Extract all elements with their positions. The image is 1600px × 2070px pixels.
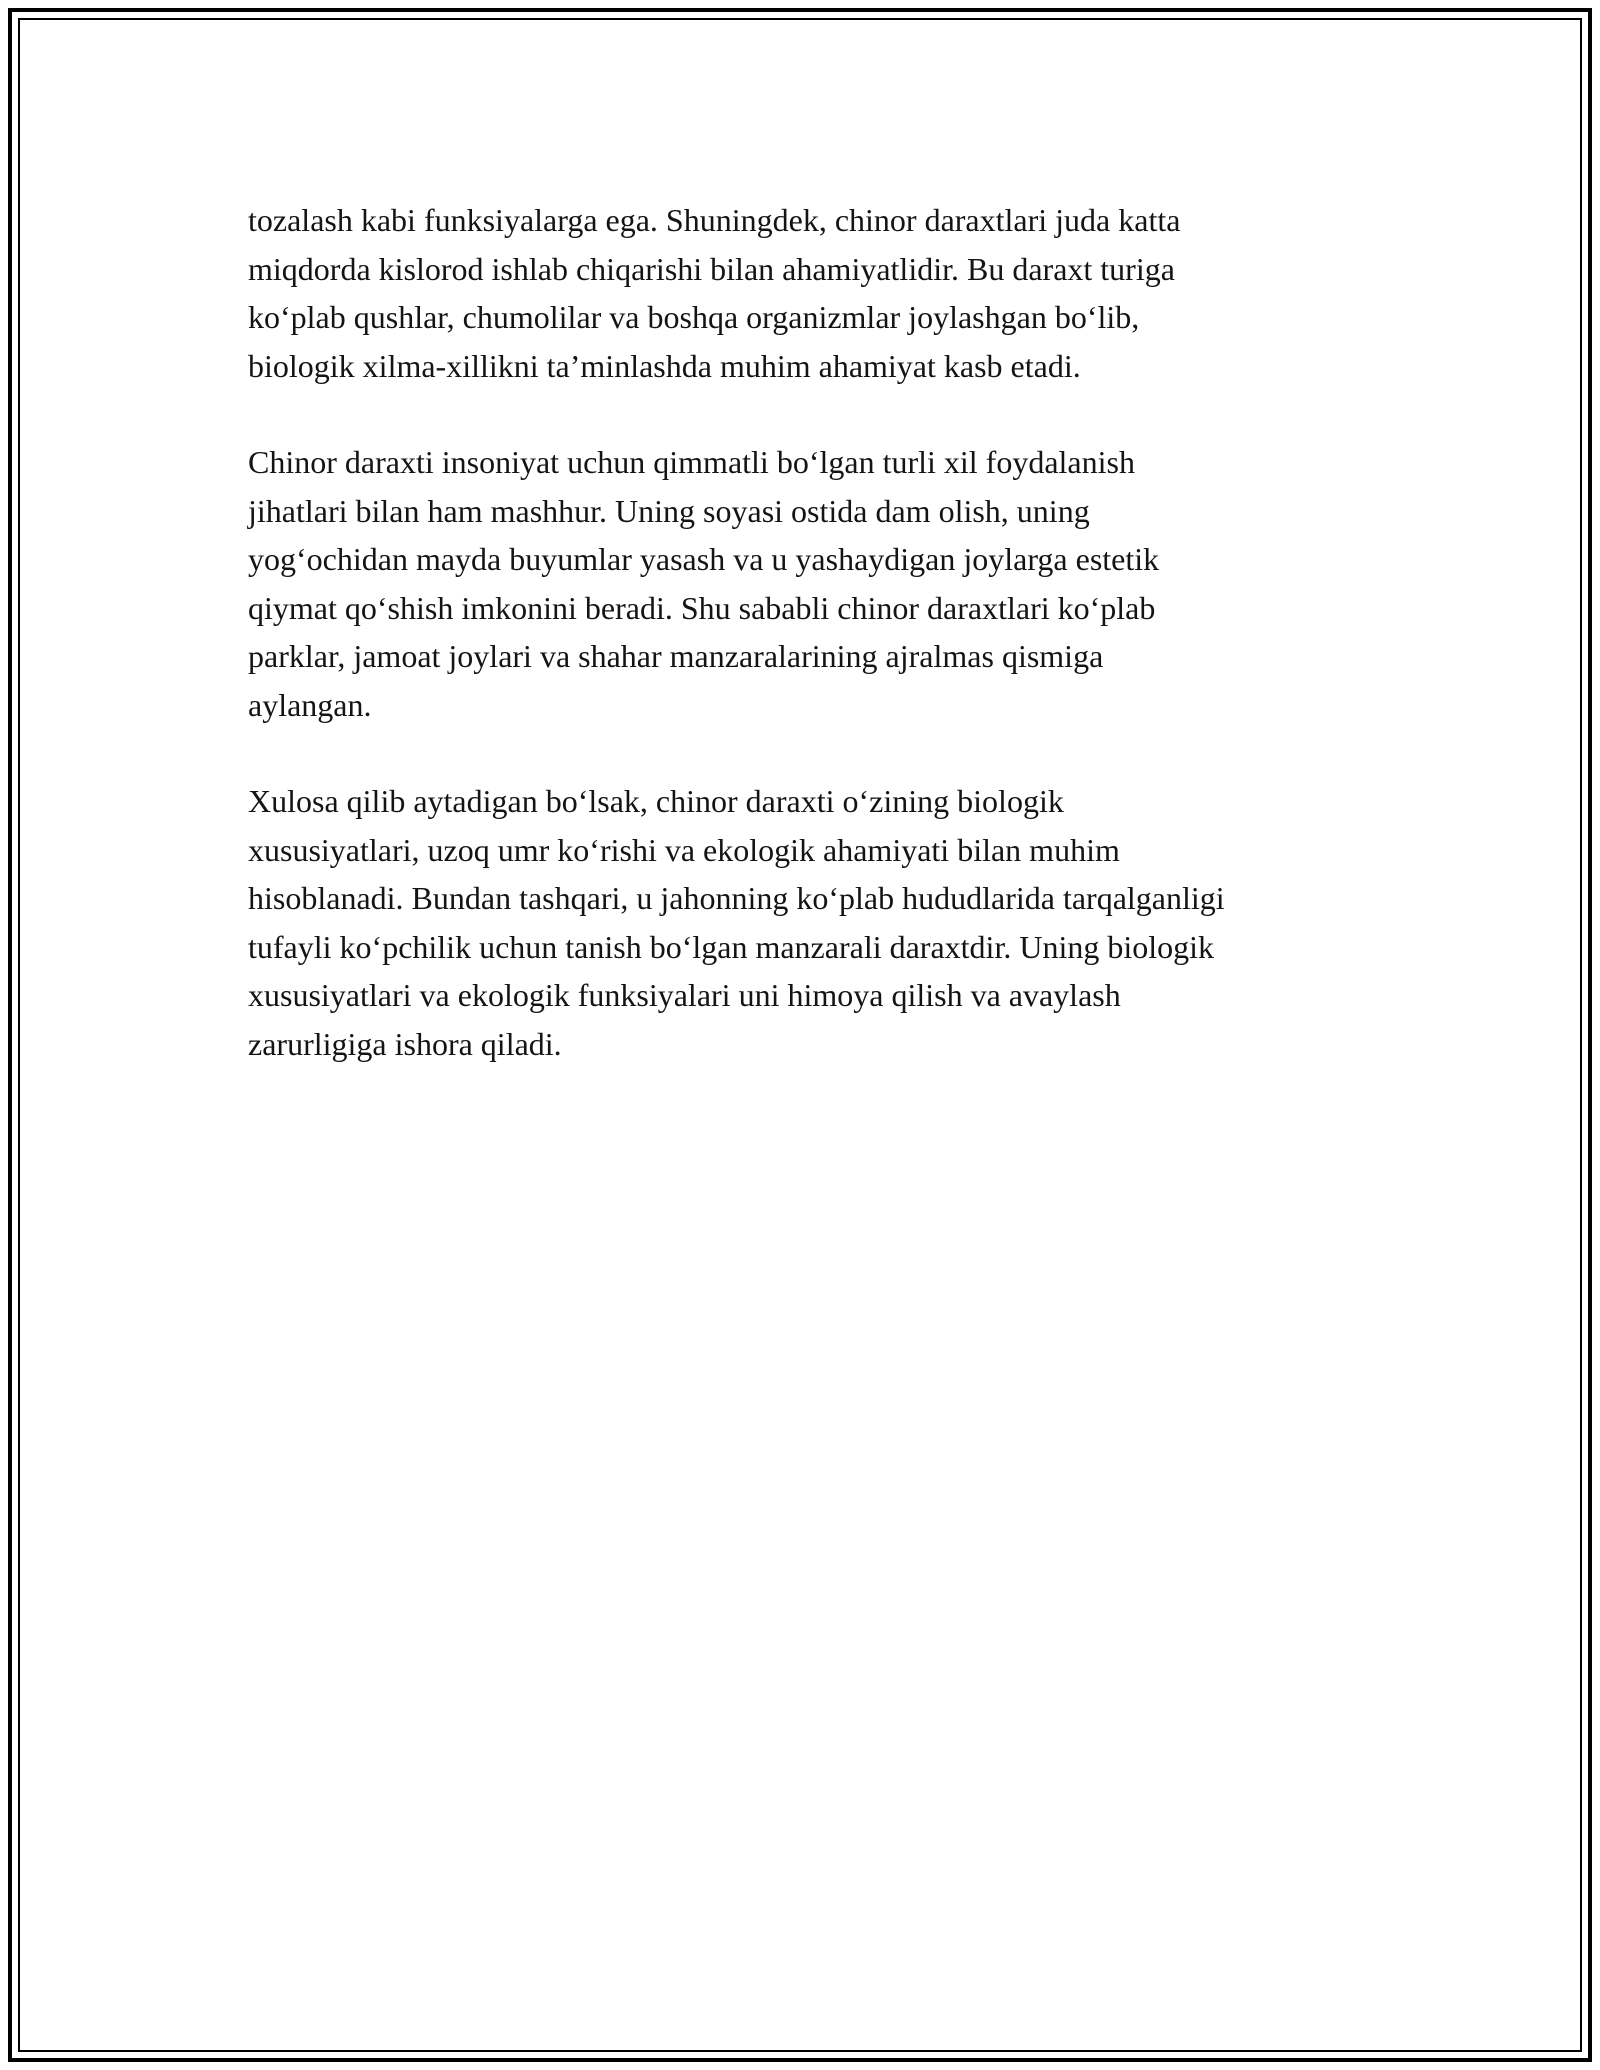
paragraph-1: tozalash kabi funksiyalarga ega. Shuningdek, chinor daraxtlari juda katta miqdorda kislorod ishlab chiqarishi bilan ahamiyatlidir. Bu daraxt turiga ko‘plab qushlar, chumolilar va boshqa organizmlar joylashgan bo‘lib, biologik xilma-xillikni ta’minlashda muhim ahamiyat kasb etadi. bbox=[248, 202, 1181, 384]
paragraph-3: Xulosa qilib aytadigan bo‘lsak, chinor daraxti o‘zining biologik xususiyatlari, uzoq umr ko‘rishi va ekologik ahamiyati bilan muhim hisoblanadi. Bundan tashqari, u jahonning ko‘plab hududlarida tarqalganligi tufayli ko‘pchilik uchun tanish bo‘lgan manzarali daraxtdir. Uning biologik xususiyatlari va ekologik funksiyalari uni himoya qilish va avaylash zarurligiga ishora qiladi. bbox=[248, 783, 1225, 1062]
paragraph-2: Chinor daraxti insoniyat uchun qimmatli bo‘lgan turli xil foydalanish jihatlari bilan ham mashhur. Uning soyasi ostida dam olish, uning yog‘ochidan mayda buyumlar yasash va u yashaydigan joylarga estetik qiymat qo‘shish imkonini beradi. Shu sababli chinor daraxtlari ko‘plab parklar, jamoat joylari va shahar manzaralarining ajralmas qismiga aylangan. bbox=[248, 444, 1160, 723]
page-frame bbox=[8, 8, 1592, 2062]
document-body bbox=[248, 196, 1378, 1116]
